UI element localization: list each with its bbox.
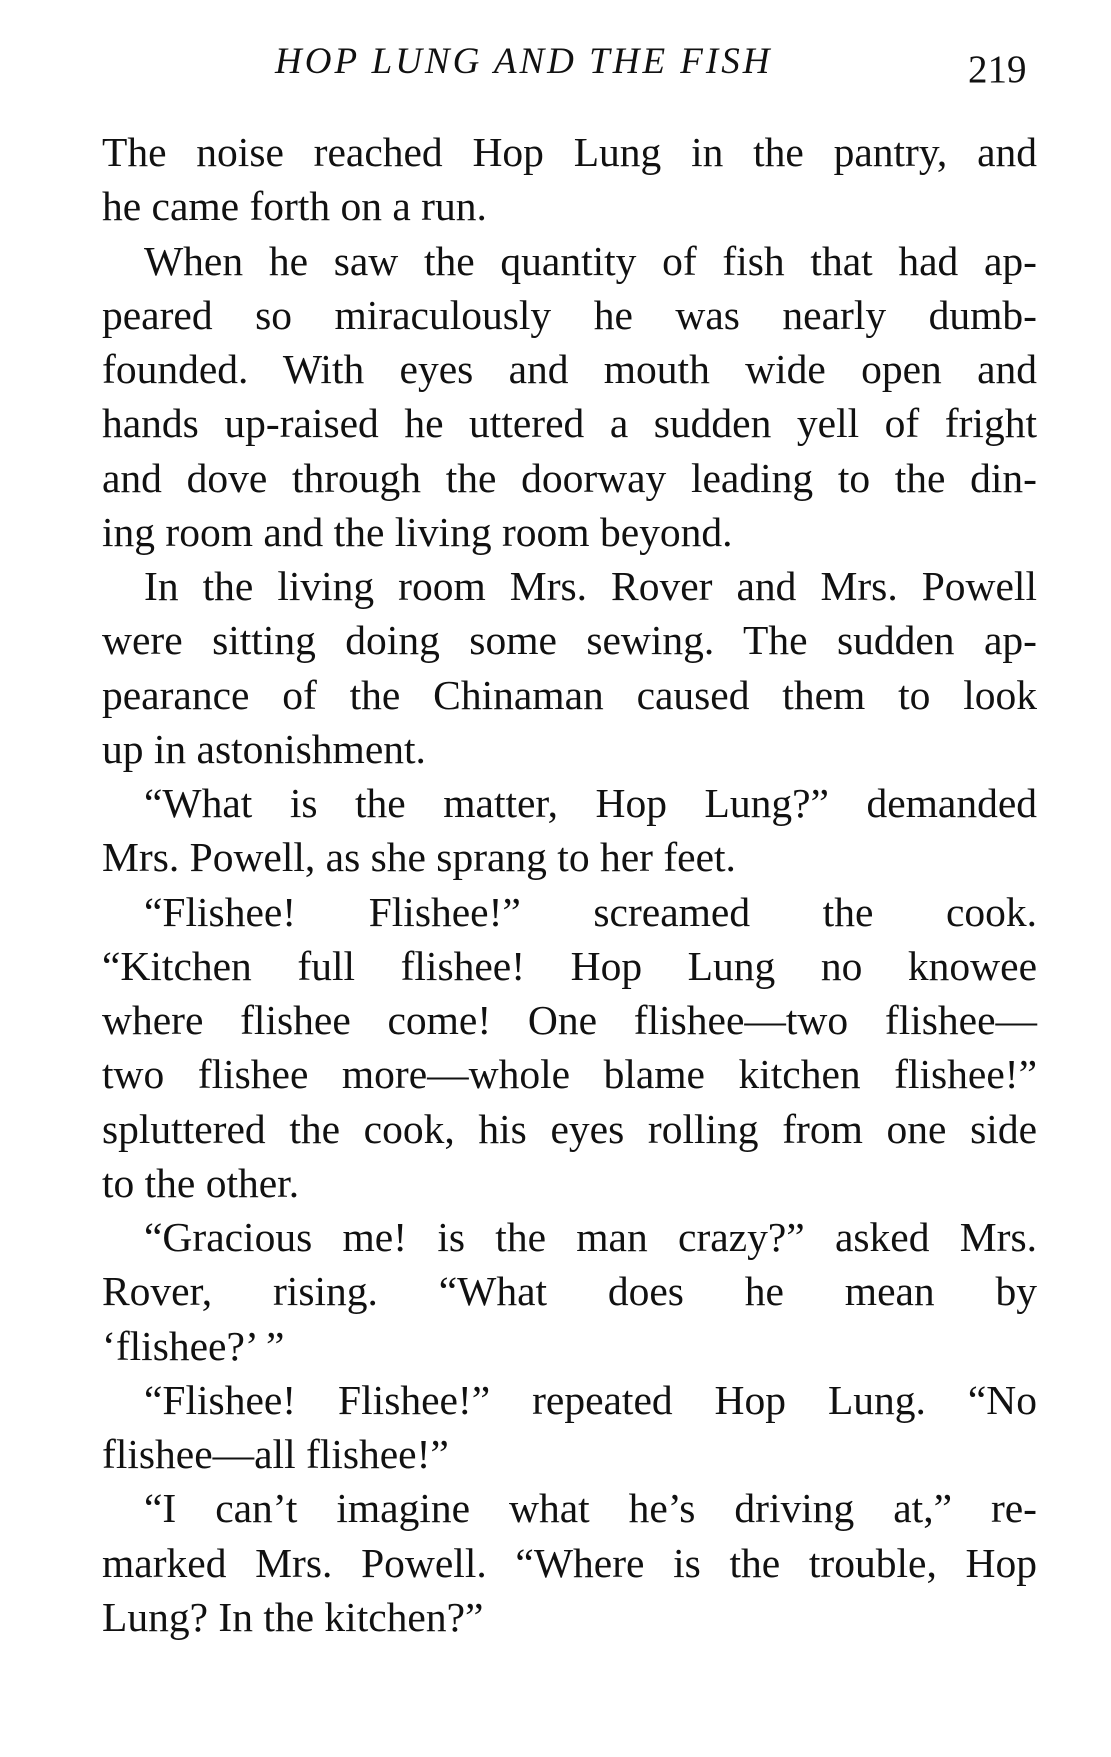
page-number: 219 bbox=[968, 48, 1027, 91]
text-line: Lung? In the kitchen?” bbox=[102, 1593, 484, 1640]
text-line: where flishee come! One flishee—two flishee— bbox=[102, 997, 1037, 1043]
text-line: founded. With eyes and mouth wide open and bbox=[102, 346, 1037, 392]
text-line: Rover, rising. “What does he mean by bbox=[102, 1268, 1037, 1315]
text-line: up in astonishment. bbox=[102, 725, 426, 772]
text-line: flishee—all flishee!” bbox=[102, 1431, 449, 1477]
text-line: two flishee more—whole blame kitchen flishee!” bbox=[102, 1051, 1037, 1098]
text-line: “Flishee! Flishee!” screamed the cook. bbox=[144, 888, 1037, 935]
text-line: “What is the matter, Hop Lung?” demanded bbox=[144, 780, 1037, 826]
text-line: spluttered the cook, his eyes rolling from one side bbox=[102, 1105, 1037, 1152]
text-line: In the living room Mrs. Rover and Mrs. Powell bbox=[144, 563, 1037, 609]
text-line: peared so miraculously he was nearly dumb- bbox=[102, 291, 1037, 338]
text-line: “Kitchen full flishee! Hop Lung no knowee bbox=[102, 942, 1037, 989]
text-line: and dove through the doorway leading to the din- bbox=[102, 454, 1037, 501]
text-line: pearance of the Chinaman caused them to look bbox=[102, 671, 1037, 718]
text-line: were sitting doing some sewing. The sudden ap- bbox=[102, 617, 1037, 664]
text-line: hands up-raised he uttered a sudden yell of fright bbox=[102, 400, 1037, 447]
text-line: The noise reached Hop Lung in the pantry, and bbox=[102, 129, 1037, 175]
text-line: Mrs. Powell, as she sprang to her feet. bbox=[102, 834, 736, 881]
text-line: he came forth on a run. bbox=[102, 183, 487, 230]
text-line: ing room and the living room beyond. bbox=[102, 508, 733, 555]
text-line: When he saw the quantity of fish that had ap- bbox=[144, 237, 1037, 284]
running-head: HOP LUNG AND THE FISH bbox=[275, 41, 773, 82]
text-line: marked Mrs. Powell. “Where is the trouble, Hop bbox=[102, 1539, 1037, 1586]
body-text bbox=[102, 125, 1037, 1644]
text-line: to the other. bbox=[102, 1159, 300, 1206]
text-line: “Flishee! Flishee!” repeated Hop Lung. “No bbox=[144, 1376, 1037, 1423]
text-line: “I can’t imagine what he’s driving at,” re- bbox=[144, 1485, 1037, 1532]
text-line: ‘flishee?’ ” bbox=[102, 1322, 285, 1369]
text-line: “Gracious me! is the man crazy?” asked Mrs. bbox=[144, 1214, 1037, 1260]
